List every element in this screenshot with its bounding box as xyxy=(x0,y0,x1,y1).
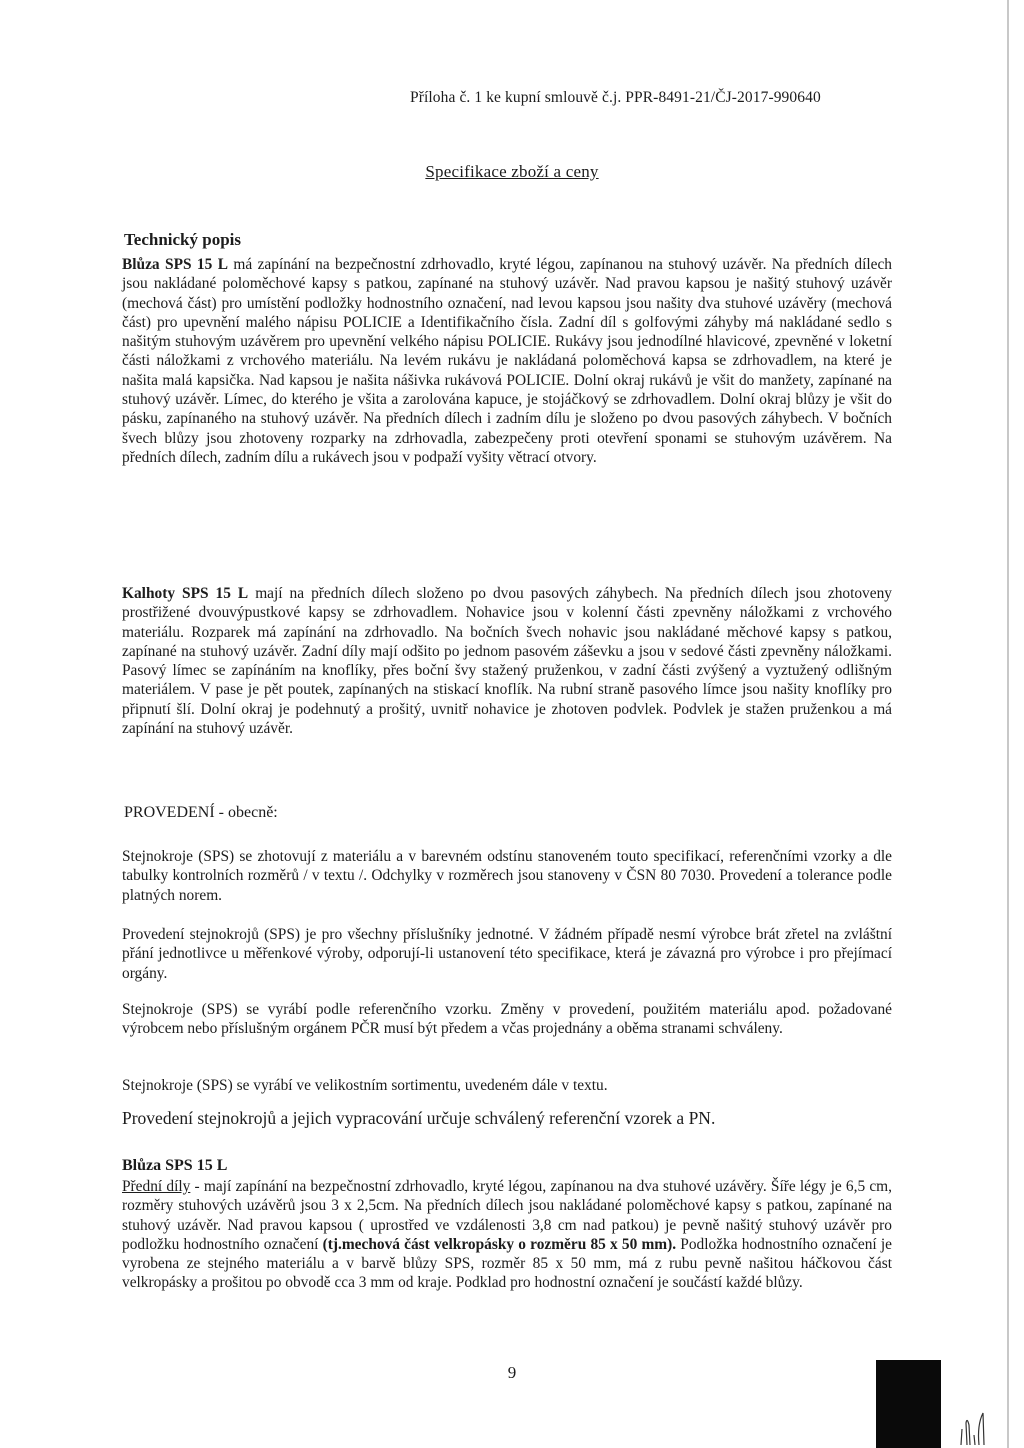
page-edge xyxy=(1007,0,1009,1448)
predni-dily-label: Přední díly xyxy=(122,1178,191,1195)
provedeni-heading: PROVEDENÍ - obecně: xyxy=(124,804,278,821)
predni-dily-paragraph xyxy=(122,1177,892,1293)
provedeni-paragraph: Provedení stejnokrojů (SPS) je pro všechny příslušníky jednotné. V žádném případě nesmí výrobce brát zřetel na zvláštní přání jednotlivce u měřenkové výroby, odporují-li ustanovení této specifikace, která je závazná pro výrobce i pro přejímací orgány. xyxy=(122,926,892,982)
predni-dily-text: - mají zapínání na bezpečnostní zdrhovadlo, kryté légou, zapínanou na dva stuhové uzávěry. Šíře légy je 6,5 cm, rozměry stuhových uzávěrů jsou 3 x 2,5cm. Na předních dílech jsou nakládané poloměchové kapsy s patkou, zapínané na stuhový uzávěr. Nad pravou kapsou ( uprostřed ve vzdálenosti 3,8 cm nad patkou) je pevně našitý stuhový uzávěr pro podložku hodnostního označení xyxy=(122,1178,892,1253)
kalhoty-text: mají na předních dílech složeno po dvou pasových záhybech. Na předních dílech jsou zhotoveny prostřižené dvouvýpustkové kapsy se zdrhovadlem. Nohavice jsou v kolenní části zpevněny náložkami z vrchového materiálu. Rozparek má zapínání na zdrhovadlo. Na bočních švech nohavic jsou nakládané měchové kapsy s patkou, zapínané na stuhový uzávěr. Zadní díly mají odšito po jednom pasovém záševku a jsou v sedové části zpevněny náložkami. Pasový límec se zapínáním na knoflíky, přes boční švy stažený pruženkou, v zadní části zvýšený a vyztužený odlišným materiálem. V pase je pět poutek, zapínaných na stiskací knoflík. Na rubní straně pasového límce jsou našity knoflíky pro připnutí šlí. Dolní okraj je podehnutý a prošitý, uvnitř nohavice je zhotoven podvlek. Podvlek je stažen pruženkou a má zapínání na stuhový uzávěr. xyxy=(122,585,892,738)
provedeni-paragraph: Stejnokroje (SPS) se vyrábí ve velikostním sortimentu, uvedeném dále v textu. xyxy=(122,1077,608,1094)
header-reference: Příloha č. 1 ke kupní smlouvě č.j. PPR-8491-21/ČJ-2017-990640 xyxy=(410,89,821,106)
bluza-text: má zapínání na bezpečnostní zdrhovadlo, kryté légou, zapínanou na stuhový uzávěr. Na předních dílech jsou nakládané poloměchové kapsy s patkou, zapínané na stuhový uzávěr. Nad pravou kapsou je našitý stuhový uzávěr (mechová část) pro umístění podložky hodnostního označení, nad levou kapsou jsou našity dva stuhové uzávěry (mechová část) pro upevnění malého nápisu POLICIE a Identifikačního čísla. Zadní díl s golfovými záhyby má nakládané sedlo s našitým stuhovým uzávěrem pro upevnění velkého nápisu POLICIE. Rukávy jsou jednodílné hlavicové, zpevněné v loketní části náložkami z vrchového materiálu. Na levém rukávu je nakládaná poloměchová kapsa se zdrhovadlem, na které je našita malá kapsička. Nad kapsou je našita nášivka rukávová POLICIE. Dolní okraj rukávů je všit do manžety, zapínané na stuhový uzávěr. Límec, do kterého je všita a zarolována kapuce, je stojáčkový se zdrhovadlem. Dolní okraj blůzy je všit do pásku, zapínaného na stuhový uzávěr. Na předních dílech i zadním dílu je složeno po dvou pasových záhybech. V bočních švech blůzy jsou zhotoveny rozparky na zdrhovadla, zabezpečeny proti otevření sponami se stuhovým uzávěrem. Na předních dílech, zadním dílu a rukávech jsou v podpaží vyšity větrací otvory. xyxy=(122,256,892,466)
document-title: Specifikace zboží a ceny xyxy=(425,162,599,181)
provedeni-paragraph: Stejnokroje (SPS) se zhotovují z materiálu a v barevném odstínu stanoveném touto specifikací, referenčními vzorky a dle tabulky kontrolních rozměrů / v textu /. Odchylky v rozměrech jsou stanoveny v ČSN 80 7030. Provedení a tolerance podle platných norem. xyxy=(122,848,892,904)
signature-mark xyxy=(953,1395,993,1447)
section-heading: Technický popis xyxy=(124,230,241,249)
provedeni-paragraph: Provedení stejnokrojů a jejich vypracování určuje schválený referenční vzorek a PN. xyxy=(122,1108,716,1128)
redaction-bar xyxy=(876,1360,941,1448)
provedeni-paragraph: Stejnokroje (SPS) se vyrábí podle referenčního vzorku. Změny v provedení, použitém materiálu apod. požadované výrobcem nebo příslušným orgánem PČR musí být předem a včas projednány a oběma stranami schváleny. xyxy=(122,1001,892,1038)
predni-dily-bold: (tj.mechová část velkropásky o rozměru 85 x 50 mm). xyxy=(322,1235,677,1253)
page-number: 9 xyxy=(507,1363,517,1382)
bluza-section-title: Blůza SPS 15 L xyxy=(122,1157,228,1174)
kalhoty-description xyxy=(122,584,892,738)
predni-dily-text-2: Podložka hodnostního označení je vyrobena ze stejného materiálu a v barvě blůzy SPS, rozměr 85 x 50 mm, má z rubu pevně našitou háčkovou část velkropásky a prošitou po obvodě cca 3 mm od kraje. Podklad pro hodnostní označení je součástí každé blůzy. xyxy=(122,1235,892,1292)
bluza-description xyxy=(122,255,892,467)
bluza-lead: Blůza SPS 15 L xyxy=(122,256,228,273)
kalhoty-lead: Kalhoty SPS 15 L xyxy=(122,585,249,602)
